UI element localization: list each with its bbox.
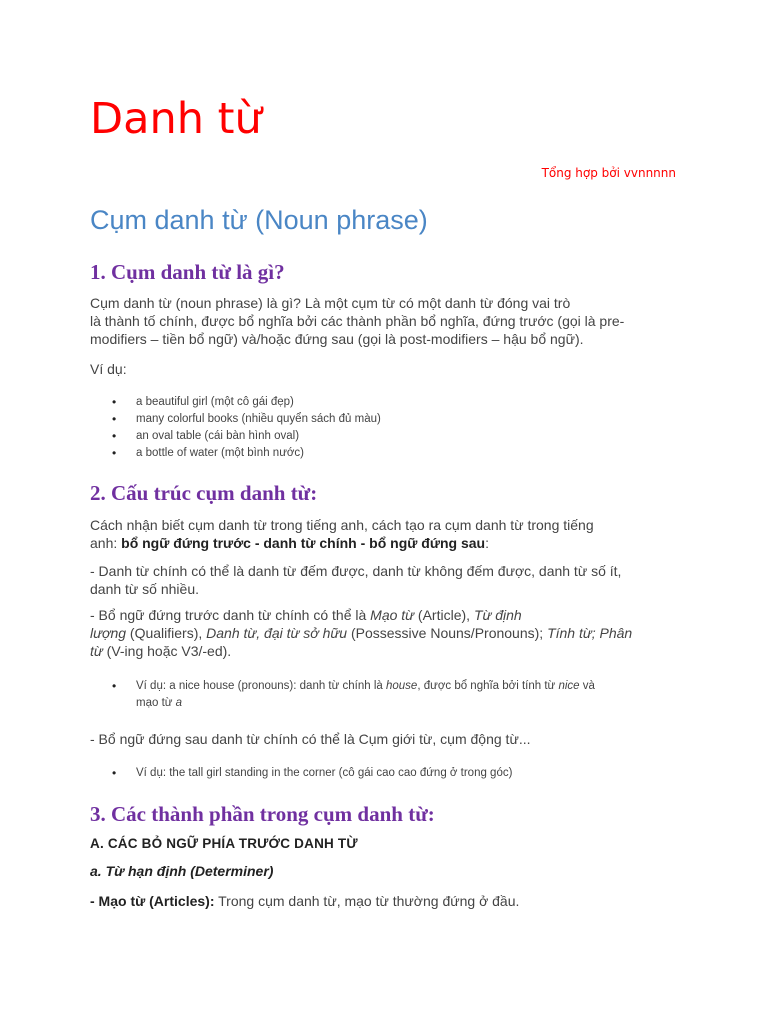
- postmodifier-paragraph: - Bổ ngữ đứng sau danh từ chính có thể là Cụm giới từ, cụm động từ...: [90, 731, 531, 747]
- articles-paragraph: [90, 892, 690, 910]
- section1-line3: modifiers – tiền bổ ngữ) và/hoặc đứng sau (gọi là post-modifiers – hậu bổ ngữ).: [90, 331, 584, 347]
- pre-italic: Mạo từ: [370, 607, 415, 623]
- example-list-3: [112, 765, 672, 782]
- pre-italic: Từ định: [473, 607, 522, 623]
- pre-text: (Qualifiers),: [126, 625, 207, 641]
- list-item: • an oval table (cái bàn hình oval): [112, 428, 672, 445]
- pre-text: (Article),: [414, 607, 474, 623]
- list-item: • many colorful books (nhiều quyển sách đủ màu): [112, 411, 672, 428]
- section3-heading: 3. Các thành phần trong cụm danh từ:: [90, 802, 435, 826]
- ex-text: Ví dụ: a nice house (pronouns): danh từ chính là: [136, 680, 386, 692]
- pre-italic: từ: [90, 643, 103, 659]
- section1-paragraph: [90, 294, 690, 348]
- intro-suffix: :: [485, 535, 489, 551]
- head-line1: - Danh từ chính có thể là danh từ đếm được, danh từ không đếm được, danh từ số ít,: [90, 563, 622, 579]
- pre-italic: lượng: [90, 625, 127, 641]
- articles-text: Trong cụm danh từ, mạo từ thường đứng ở đầu.: [214, 893, 520, 909]
- intro-prefix: anh:: [90, 535, 122, 551]
- example-label: Ví dụ:: [90, 361, 127, 377]
- head-line2: danh từ số nhiều.: [90, 581, 200, 597]
- ex-text: , được bổ nghĩa bởi tính từ: [417, 680, 559, 692]
- list-item: • a beautiful girl (một cô gái đẹp): [112, 394, 672, 411]
- example-list-2: [112, 678, 672, 712]
- ex-italic: nice: [558, 680, 580, 692]
- list-item: [112, 678, 672, 712]
- section1-line1: Cụm danh từ (noun phrase) là gì? Là một cụm từ có một danh từ đóng vai trò: [90, 295, 571, 311]
- premodifier-paragraph: [90, 606, 690, 660]
- ex-italic: a: [175, 697, 183, 709]
- subsection-a-heading: A. CÁC BỎ NGỮ PHÍA TRƯỚC DANH TỪ: [90, 836, 358, 851]
- section1-line2: là thành tố chính, được bổ nghĩa bởi các thành phần bổ nghĩa, đứng trước (gọi là pre-: [90, 313, 625, 329]
- determiner-heading: a. Từ hạn định (Determiner): [90, 863, 274, 879]
- intro-line1: Cách nhận biết cụm danh từ trong tiếng anh, cách tạo ra cụm danh từ trong tiếng: [90, 517, 594, 533]
- list-item: • Ví dụ: the tall girl standing in the corner (cô gái cao cao đứng ở trong góc): [112, 765, 672, 782]
- section2-intro: [90, 516, 690, 552]
- section1-heading: 1. Cụm danh từ là gì?: [90, 260, 285, 284]
- compiled-by-note: Tổng hợp bởi vvnnnnn: [541, 166, 676, 180]
- document-title: Danh từ: [90, 94, 262, 144]
- section2-heading: 2. Cấu trúc cụm danh từ:: [90, 481, 318, 505]
- pre-italic: Danh từ, đại từ sở hữu: [206, 625, 348, 641]
- pre-text: - Bổ ngữ đứng trước danh từ chính có thể là: [90, 607, 371, 623]
- head-noun-paragraph: [90, 562, 690, 598]
- articles-label: - Mạo từ (Articles):: [90, 893, 215, 909]
- ex-text: và: [579, 680, 595, 692]
- pre-italic: Tính từ; Phân: [547, 625, 633, 641]
- pre-text: (Possessive Nouns/Pronouns);: [347, 625, 548, 641]
- example-list: [112, 394, 672, 462]
- ex-italic: house: [386, 680, 418, 692]
- ex-text: mạo từ: [136, 697, 176, 709]
- list-item: • a bottle of water (một bình nước): [112, 445, 672, 462]
- document-subtitle: Cụm danh từ (Noun phrase): [90, 205, 428, 235]
- structure-formula: bổ ngữ đứng trước - danh từ chính - bổ ngữ đứng sau: [121, 535, 486, 551]
- pre-text: (V-ing hoặc V3/-ed).: [102, 643, 232, 659]
